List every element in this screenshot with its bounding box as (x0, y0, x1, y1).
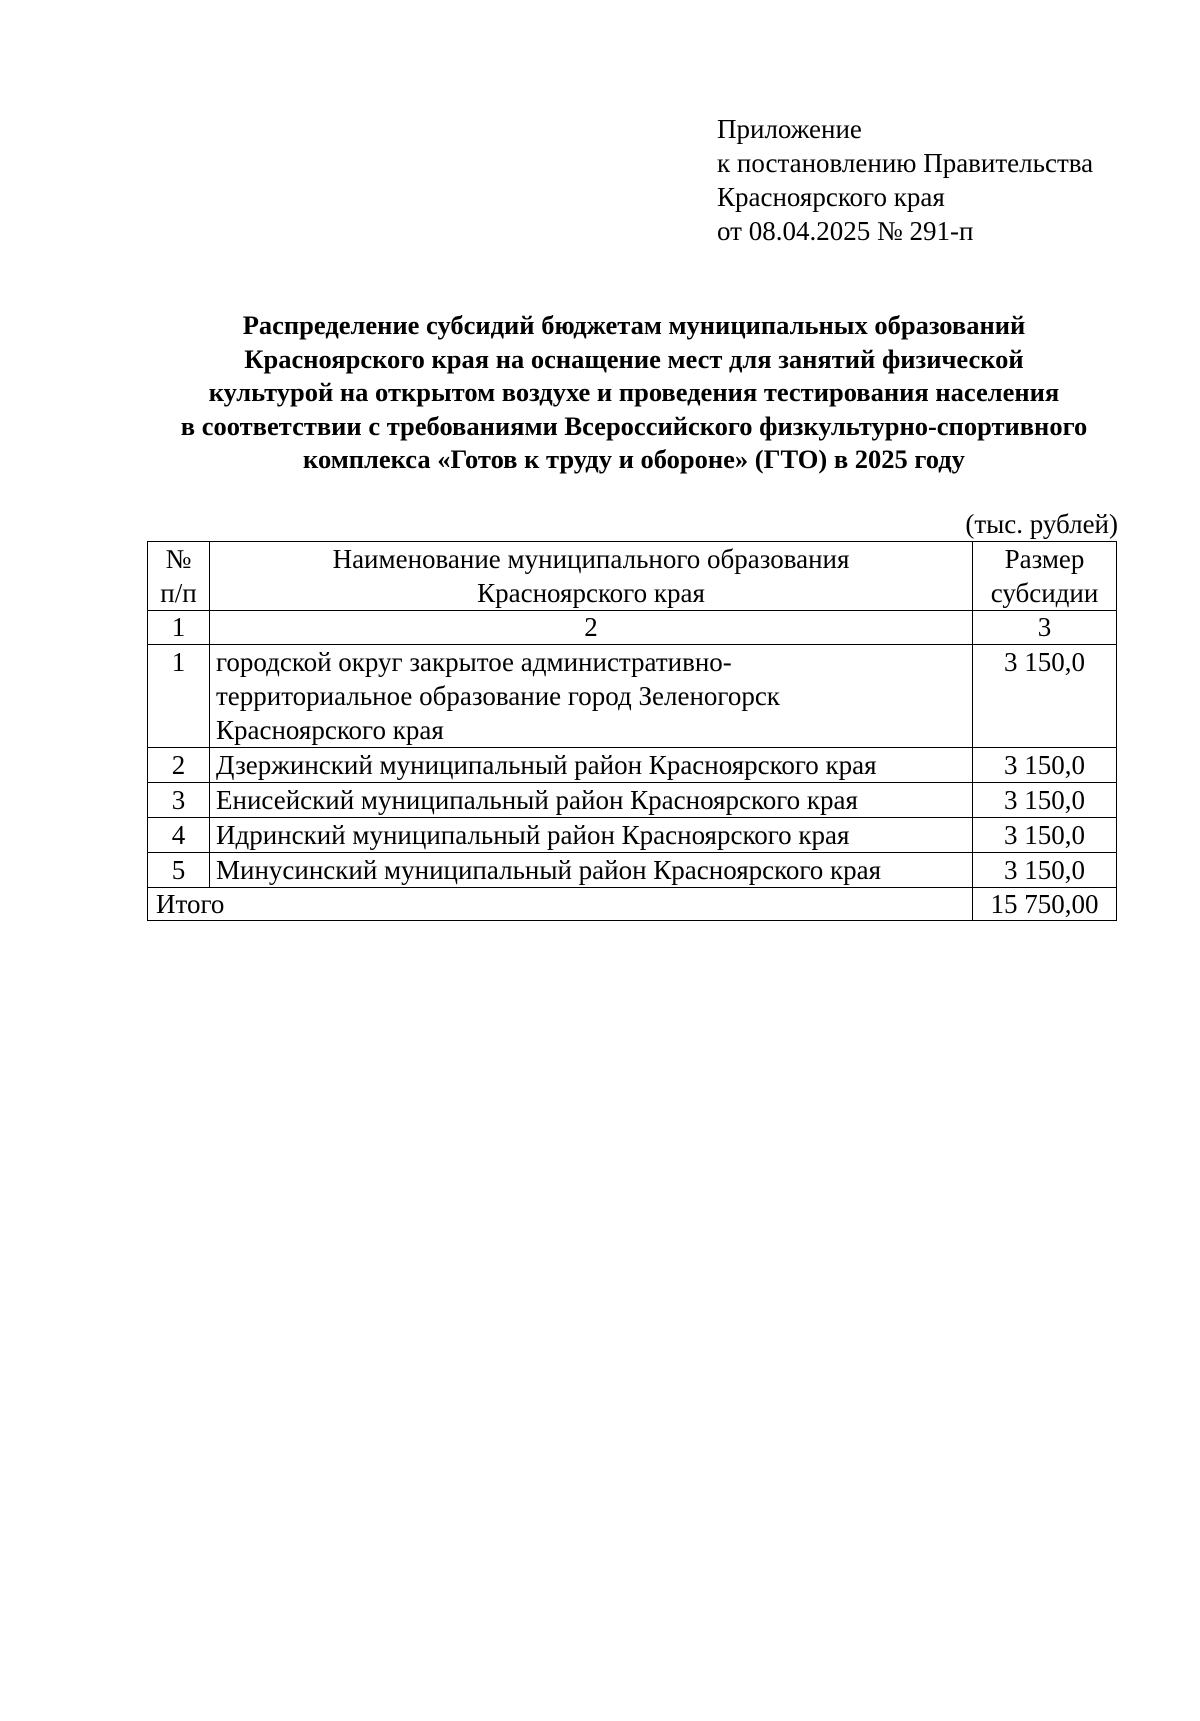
row-name: Идринский муниципальный район Красноярского края (210, 818, 973, 853)
table-row (148, 748, 1117, 783)
row-name-line: территориальное образование город Зеленогорск (216, 681, 780, 711)
header-sum-line2: субсидии (990, 578, 1099, 608)
row-num: 3 (148, 783, 210, 818)
header-name-line1: Наименование муниципального образования (332, 544, 850, 574)
appendix-line: Приложение (717, 114, 862, 144)
row-name: Дзержинский муниципальный район Красноярского края (210, 748, 973, 783)
subsidy-table (147, 541, 1117, 921)
column-index-cell: 3 (973, 611, 1117, 645)
header-num (148, 542, 210, 611)
column-index-cell: 1 (148, 611, 210, 645)
row-sum: 3 150,0 (973, 853, 1117, 888)
row-num: 1 (148, 645, 210, 748)
header-sum (973, 542, 1117, 611)
table-row (148, 645, 1117, 748)
table-row (148, 853, 1117, 888)
header-name-line2: Красноярского края (477, 578, 705, 608)
title-line: Распределение субсидий бюджетам муниципальных образований (242, 310, 1026, 340)
table-row (148, 818, 1117, 853)
appendix-line: к постановлению Правительства (717, 148, 1094, 178)
row-name-line: городской округ закрытое административно- (216, 647, 732, 677)
appendix-line: от 08.04.2025 № 291-п (717, 216, 974, 246)
row-num: 2 (148, 748, 210, 783)
total-row (148, 888, 1117, 921)
units-label: (тыс. рублей) (965, 509, 1118, 539)
table-row (148, 783, 1117, 818)
total-label: Итого (148, 888, 973, 921)
header-num-line1: № (165, 544, 192, 574)
title-line: в соответствии с требованиями Всероссийского физкультурно-спортивного (180, 410, 1088, 441)
header-num-line2: п/п (160, 578, 197, 608)
table-header-row (148, 542, 1117, 611)
row-name-line: Красноярского края (216, 715, 444, 745)
appendix-block (717, 112, 1093, 248)
row-sum: 3 150,0 (973, 645, 1117, 748)
title-line: Красноярского края на оснащение мест для занятий физической (244, 343, 1024, 374)
appendix-line: Красноярского края (717, 182, 945, 212)
column-index-cell: 2 (210, 611, 973, 645)
column-index-row (148, 611, 1117, 645)
row-sum: 3 150,0 (973, 783, 1117, 818)
row-sum: 3 150,0 (973, 818, 1117, 853)
row-sum: 3 150,0 (973, 748, 1117, 783)
row-name (210, 645, 973, 748)
row-name: Енисейский муниципальный район Красноярского края (210, 783, 973, 818)
title-line: комплекса «Готов к труду и обороне» (ГТО) в 2025 году (303, 444, 965, 474)
row-num: 4 (148, 818, 210, 853)
row-name: Минусинский муниципальный район Красноярского края (210, 853, 973, 888)
header-sum-line1: Размер (1004, 544, 1085, 574)
header-name (210, 542, 973, 611)
title-line: культурой на открытом воздухе и проведения тестирования населения (208, 377, 1060, 407)
total-sum: 15 750,00 (973, 888, 1117, 921)
row-num: 5 (148, 853, 210, 888)
document-title (120, 309, 1148, 477)
